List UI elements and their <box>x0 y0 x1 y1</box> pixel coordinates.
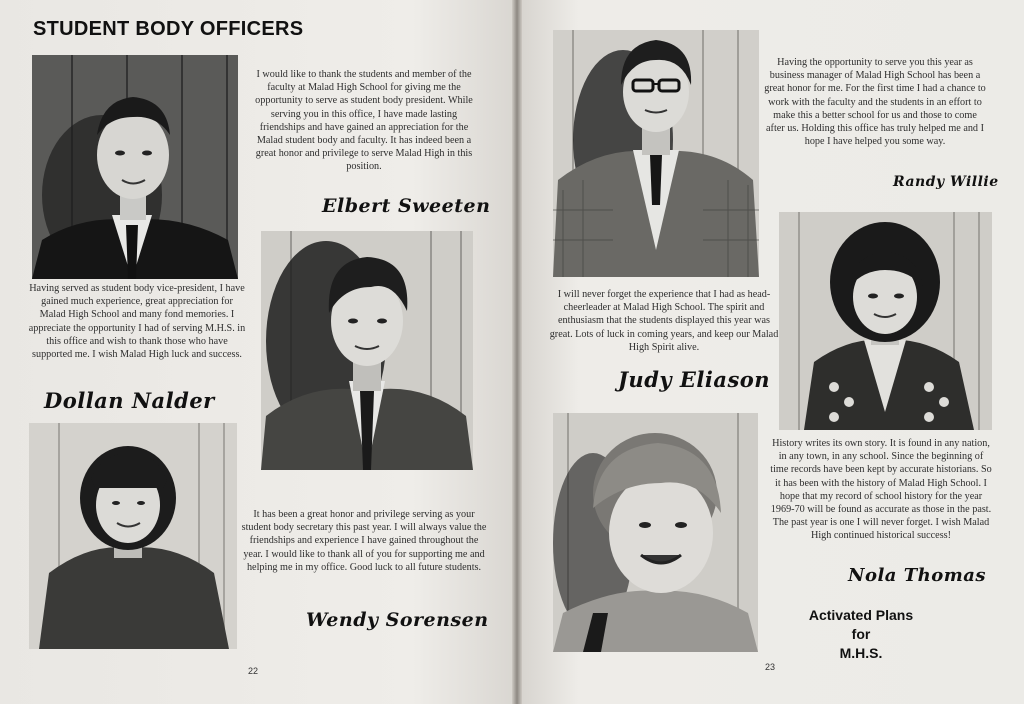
president-message: I would like to thank the students and member of the faculty at Malad High School for giving me the opportunity to serve as student body president. While serving you in this office, I have made lasting friendships and have gained an appreciation for the Malad student body and faculty. It has indeed been a great honor and privilege to serve Malad High in this position. <box>255 69 473 173</box>
secretary-message: It has been a great honor and privilege serving as your student body secretary this past year. I will always value the friendships and experience I have gained throughout the year. I would like to thank all of you for supporting me and helping me in my office. Good luck to all future students. <box>241 509 487 573</box>
historian-message: History writes its own story. It is found in any nation, in any town, in any school. Since the beginning of time records have been kept by accurate historians. So it has been with the history of Malad High School. I hope that my record of school history for the year 1969-70 will be found as accurate as those in the past. The past year is one I will never forget. I wish Malad High continued historical success! <box>770 438 992 542</box>
secretary-signature: Wendy Sorensen <box>306 609 489 631</box>
photo-historian <box>779 212 992 430</box>
cheerleader-signature: Judy Eliason <box>618 367 771 392</box>
plans-caption <box>796 606 926 663</box>
vice-president-message: Having served as student body vice-president, I have gained much experience, great appreciation for Malad High School and many fond memories. I appreciate the opportunity I had of serving M.H.S. in this office and wish to thank those who have supported me. I wish Malad High luck and success. <box>28 283 246 361</box>
photo-business-manager <box>553 30 759 277</box>
vice-president-signature: Dollan Nalder <box>44 388 215 413</box>
page-number-left: 22 <box>248 666 259 676</box>
page-number-right: 23 <box>765 662 776 672</box>
cheerleader-message: I will never forget the experience that I had as head-cheerleader at Malad High School. The spirit and enthusiasm that the students displayed this year was great. Lots of luck in coming years, and keep our Malad High Spirit alive. <box>549 289 779 353</box>
plans-caption-line-1: Activated Plans <box>808 607 914 623</box>
business-manager-message: Having the opportunity to serve you this year as business manager of Malad High School has been a great honor for me. For the first time I had a chance to work with the faculty and the students in an effort to make this a better school for us and those to come after us. Holding this office has truly helped me and I hope I have helped you some way. <box>764 57 986 148</box>
photo-cheerleader <box>553 413 758 652</box>
historian-signature: Nola Thomas <box>848 565 987 586</box>
page-heading: STUDENT BODY OFFICERS <box>33 18 304 40</box>
business-manager-signature: Randy Willie <box>893 174 999 190</box>
photo-president <box>261 231 473 470</box>
photo-secretary <box>29 423 237 649</box>
photo-vice-president <box>32 55 238 279</box>
page-gutter <box>512 0 522 704</box>
president-signature: Elbert Sweeten <box>322 195 491 217</box>
plans-caption-line-2: for <box>851 626 871 642</box>
plans-caption-line-3: M.H.S. <box>839 645 883 661</box>
